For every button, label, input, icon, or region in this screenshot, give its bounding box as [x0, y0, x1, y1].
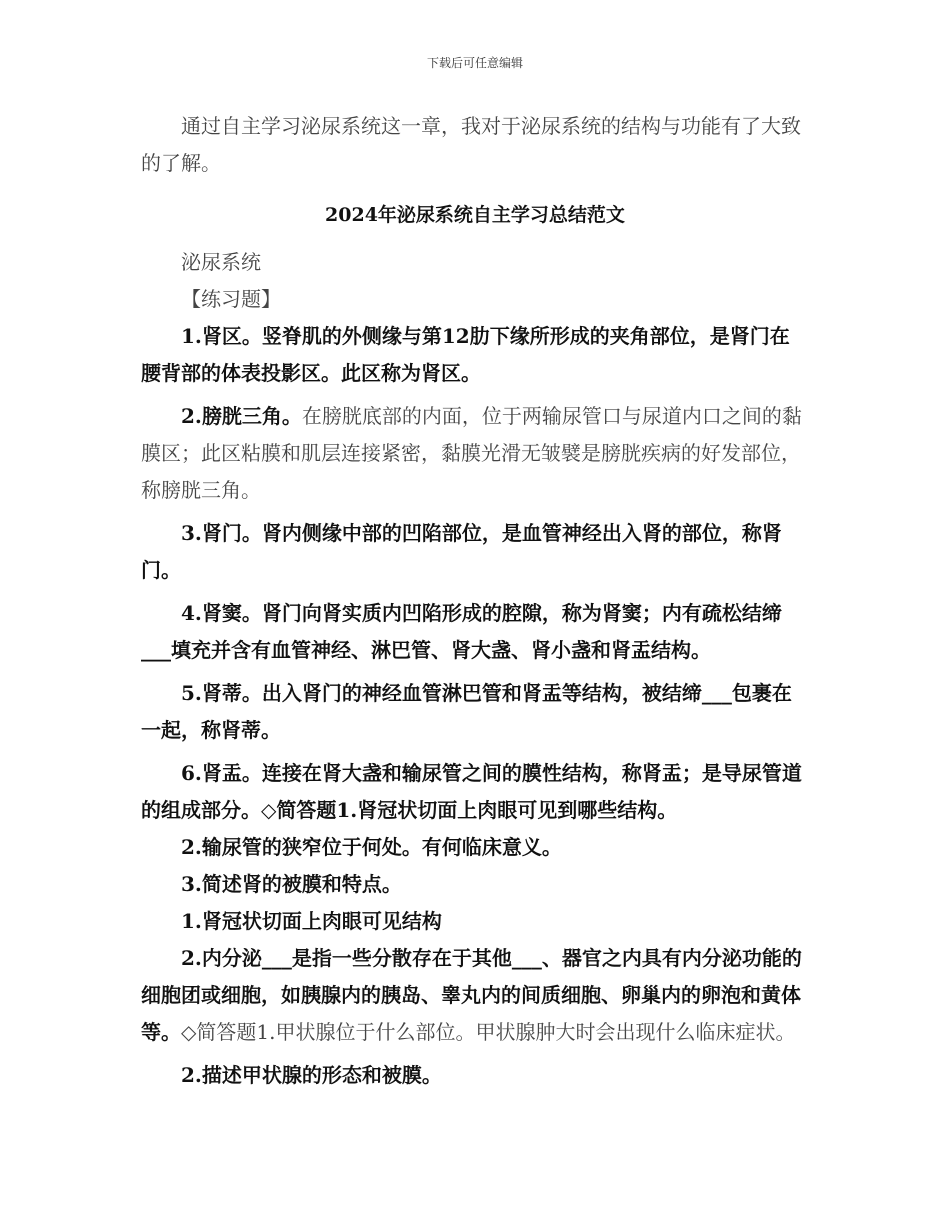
page-header: 下载后可任意编辑: [426, 56, 523, 70]
answer-2-endocrine: [141, 940, 809, 1051]
item-3-renal-hilum: 3.肾门。肾内侧缘中部的凹陷部位，是血管神经出入肾的部位，称肾门。: [141, 521, 782, 582]
question-3-capsule: 3.简述肾的被膜和特点。: [181, 872, 402, 896]
answer-2-question: ◇简答题1.甲状腺位于什么部位。甲状腺肿大时会出现什么临床症状。: [181, 1020, 796, 1044]
item-4-renal-sinus: 4.肾窦。肾门向肾实质内凹陷形成的腔隙，称为肾窦；内有疏松结缔___填充并含有血管神经、淋巴管、肾大盏、肾小盏和肾盂结构。: [141, 601, 782, 662]
question-2-ureter: 2.输尿管的狭窄位于何处。有何临床意义。: [181, 835, 562, 859]
answer-1-coronal-section: 1.肾冠状切面上肉眼可见结构: [181, 909, 442, 933]
item-6-renal-pelvis: 6.肾盂。连接在肾大盏和输尿管之间的膜性结构，称肾盂；是导尿管道的组成部分。◇简答题1.肾冠状切面上肉眼可见到哪些结构。: [141, 761, 802, 822]
item-1-kidney-area: 1.肾区。竖脊肌的外侧缘与第12肋下缘所形成的夹角部位，是肾门在腰背部的体表投影区。此区称为肾区。: [141, 324, 790, 385]
item-2-term: 2.膀胱三角。: [181, 404, 302, 428]
item-2-definition: 在膀胱底部的内面，位于两输尿管口与尿道内口之间的黏膜区；此区粘膜和肌层连接紧密，黏膜光滑无皱襞是膀胱疾病的好发部位，称膀胱三角。: [141, 404, 802, 502]
document-title: 2024年泌尿系统自主学习总结范文: [325, 204, 625, 226]
intro-paragraph: 通过自主学习泌尿系统这一章，我对于泌尿系统的结构与功能有了大致的了解。: [141, 114, 801, 175]
exercises-label: 【练习题】: [181, 287, 281, 311]
section-heading: 泌尿系统: [181, 250, 261, 274]
question-thyroid-shape: 2.描述甲状腺的形态和被膜。: [181, 1063, 442, 1087]
document-body: [141, 108, 809, 1094]
answer-2-definition: 2.内分泌___是指一些分散存在于其他___、器官之内具有内分泌功能的细胞团或细胞，如胰腺内的胰岛、睾丸内的间质细胞、卵巢内的卵泡和黄体等。: [141, 946, 802, 1044]
item-2-bladder-trigone: [141, 398, 809, 509]
item-5-renal-pedicle: 5.肾蒂。出入肾门的神经血管淋巴管和肾盂等结构，被结缔___包裹在一起，称肾蒂。: [141, 681, 792, 742]
